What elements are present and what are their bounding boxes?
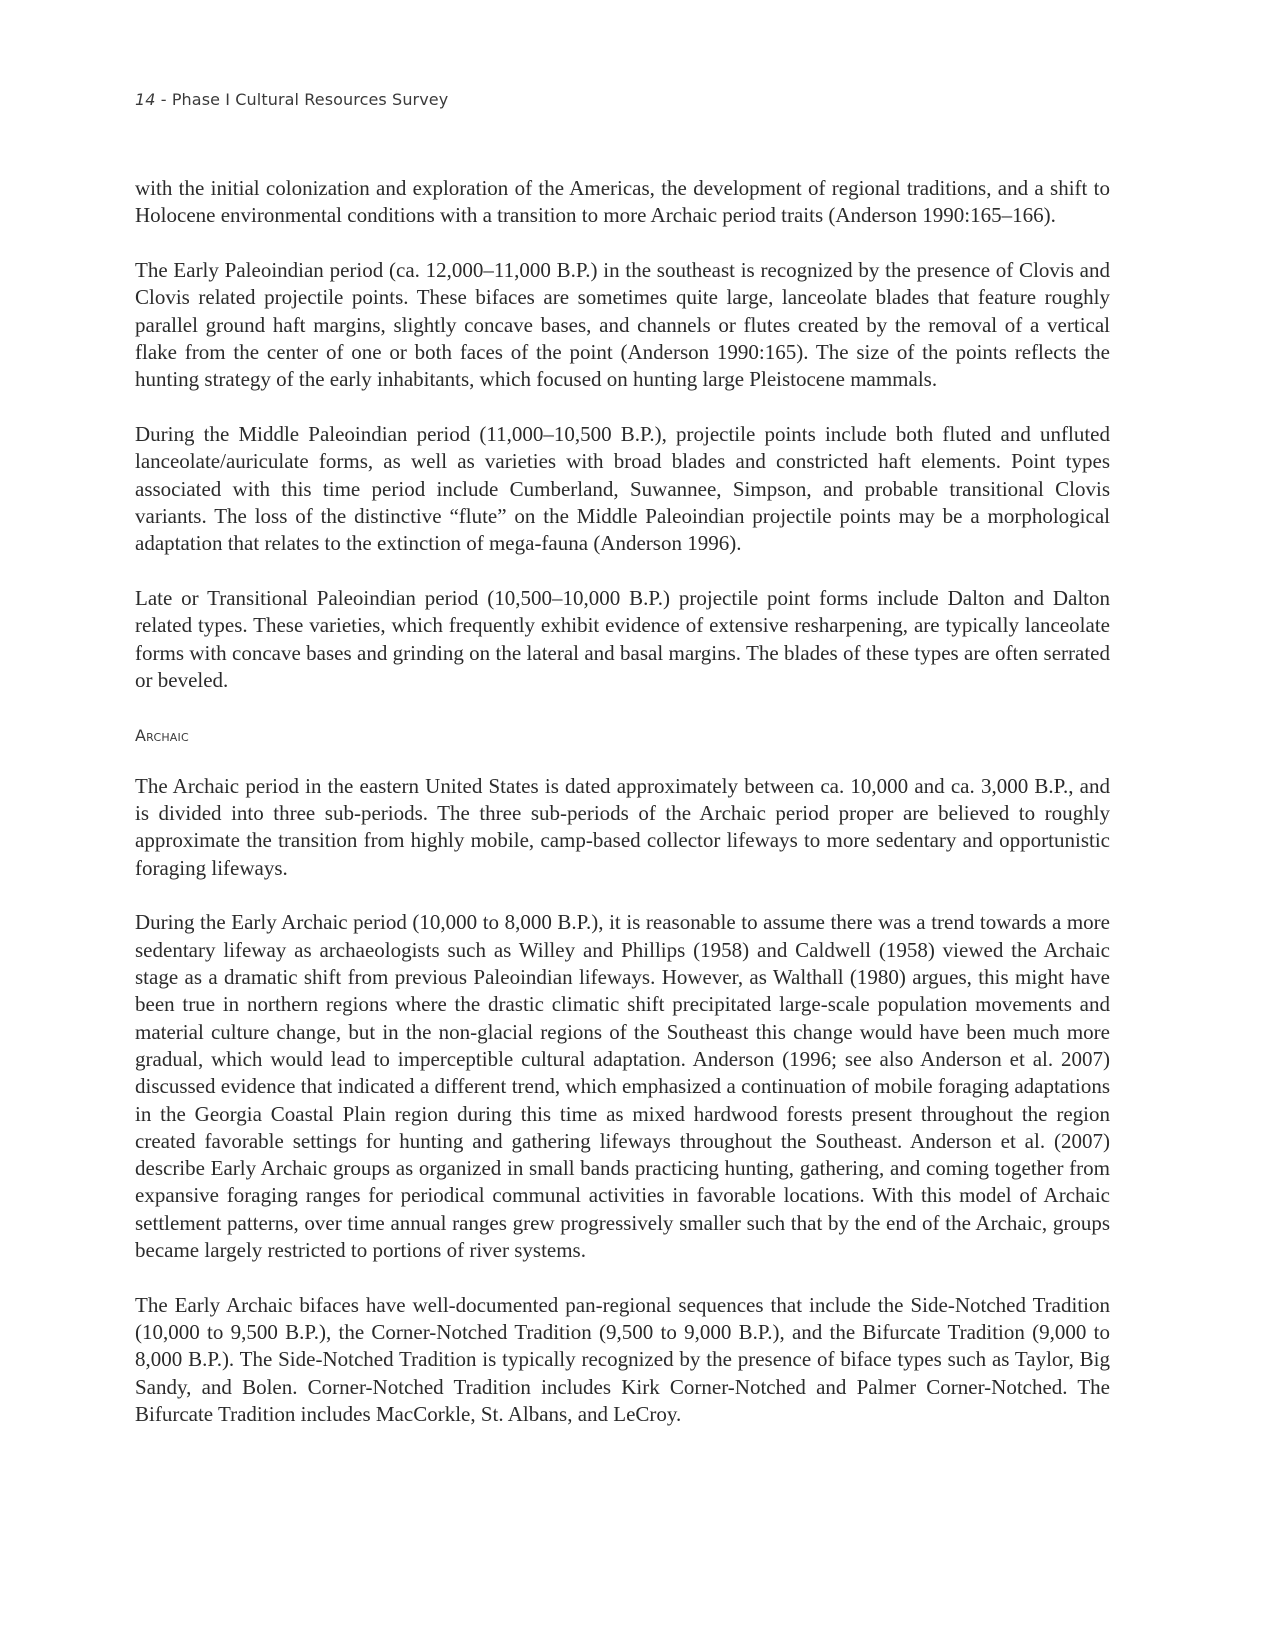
paragraph: Late or Transitional Paleoindian period (10,500–10,000 B.P.) projectile point forms include Dalton and Dalton related types. These varieties, which frequently exhibit evidence of extensive resharpening, are typically lanceolate forms with concave bases and grinding on the lateral and basal margins. The blades of these types are often serrated or beveled. xyxy=(135,586,1110,692)
header-separator: - xyxy=(155,90,172,109)
paragraph: with the initial colonization and exploration of the Americas, the development of regional traditions, and a shift to Holocene environmental conditions with a transition to more Archaic period traits (Anderson 1990:165–166). xyxy=(135,176,1110,228)
section-heading-archaic: Archaic xyxy=(135,725,189,745)
paragraph: During the Middle Paleoindian period (11,000–10,500 B.P.), projectile points include both fluted and unfluted lanceolate/auriculate forms, as well as varieties with broad blades and constricted haft elements. Point types associated with this time period include Cumberland, Suwannee, Simpson, and probable transitional Clovis variants. The loss of the distinctive “flute” on the Middle Paleoindian projectile points may be a morphological adaptation that relates to the extinction of mega-fauna (Anderson 1996). xyxy=(135,422,1110,556)
paragraph: The Archaic period in the eastern United States is dated approximately between ca. 10,000 and ca. 3,000 B.P., and is divided into three sub-periods. The three sub-periods of the Archaic period proper are believed to roughly approximate the transition from highly mobile, camp-based collector lifeways to more sedentary and opportunistic foraging lifeways. xyxy=(135,773,1110,880)
paragraph: The Early Paleoindian period (ca. 12,000–11,000 B.P.) in the southeast is recognized by the presence of Clovis and Clovis related projectile points. These bifaces are sometimes quite large, lanceolate blades that feature roughly parallel ground haft margins, slightly concave bases, and channels or flutes created by the removal of a vertical flake from the center of one or both faces of the point (Anderson 1990:165). The size of the points reflects the hunting strategy of the early inhabitants, which focused on hunting large Pleistocene mammals. xyxy=(135,258,1110,392)
document-title: Phase I Cultural Resources Survey xyxy=(171,90,449,109)
body-text xyxy=(135,175,1110,1456)
page-number: 14 xyxy=(135,90,156,109)
paragraph: The Early Archaic bifaces have well-documented pan-regional sequences that include the Side-Notched Tradition (10,000 to 9,500 B.P.), the Corner-Notched Tradition (9,500 to 9,000 B.P.), and the Bifurcate Tradition (9,000 to 8,000 B.P.). The Side-Notched Tradition is typically recognized by the presence of biface types such as Taylor, Big Sandy, and Bolen. Corner-Notched Tradition includes Kirk Corner-Notched and Palmer Corner-Notched. The Bifurcate Tradition includes MacCorkle, St. Albans, and LeCroy. xyxy=(135,1292,1110,1426)
paragraph: During the Early Archaic period (10,000 to 8,000 B.P.), it is reasonable to assume there was a trend towards a more sedentary lifeway as archaeologists such as Willey and Phillips (1958) and Caldwell (1958) viewed the Archaic stage as a dramatic shift from previous Paleoindian lifeways. However, as Walthall (1980) argues, this might have been true in northern regions where the drastic climatic shift precipitated large-scale population movements and material culture change, but in the non-glacial regions of the Southeast this change would have been much more gradual, which would lead to imperceptible cultural adaptation. Anderson (1996; see also Anderson et al. 2007) discussed evidence that indicated a different trend, which emphasized a continuation of mobile foraging adaptations in the Georgia Coastal Plain region during this time as mixed hardwood forests present throughout the region created favorable settings for hunting and gathering lifeways throughout the Southeast. Anderson et al. (2007) describe Early Archaic groups as organized in small bands practicing hunting, gathering, and coming together from expansive foraging ranges for periodical communal activities in favorable locations. With this model of Archaic settlement patterns, over time annual ranges grew progressively smaller such that by the end of the Archaic, groups became largely restricted to portions of river systems. xyxy=(135,910,1110,1262)
running-header xyxy=(135,90,448,109)
